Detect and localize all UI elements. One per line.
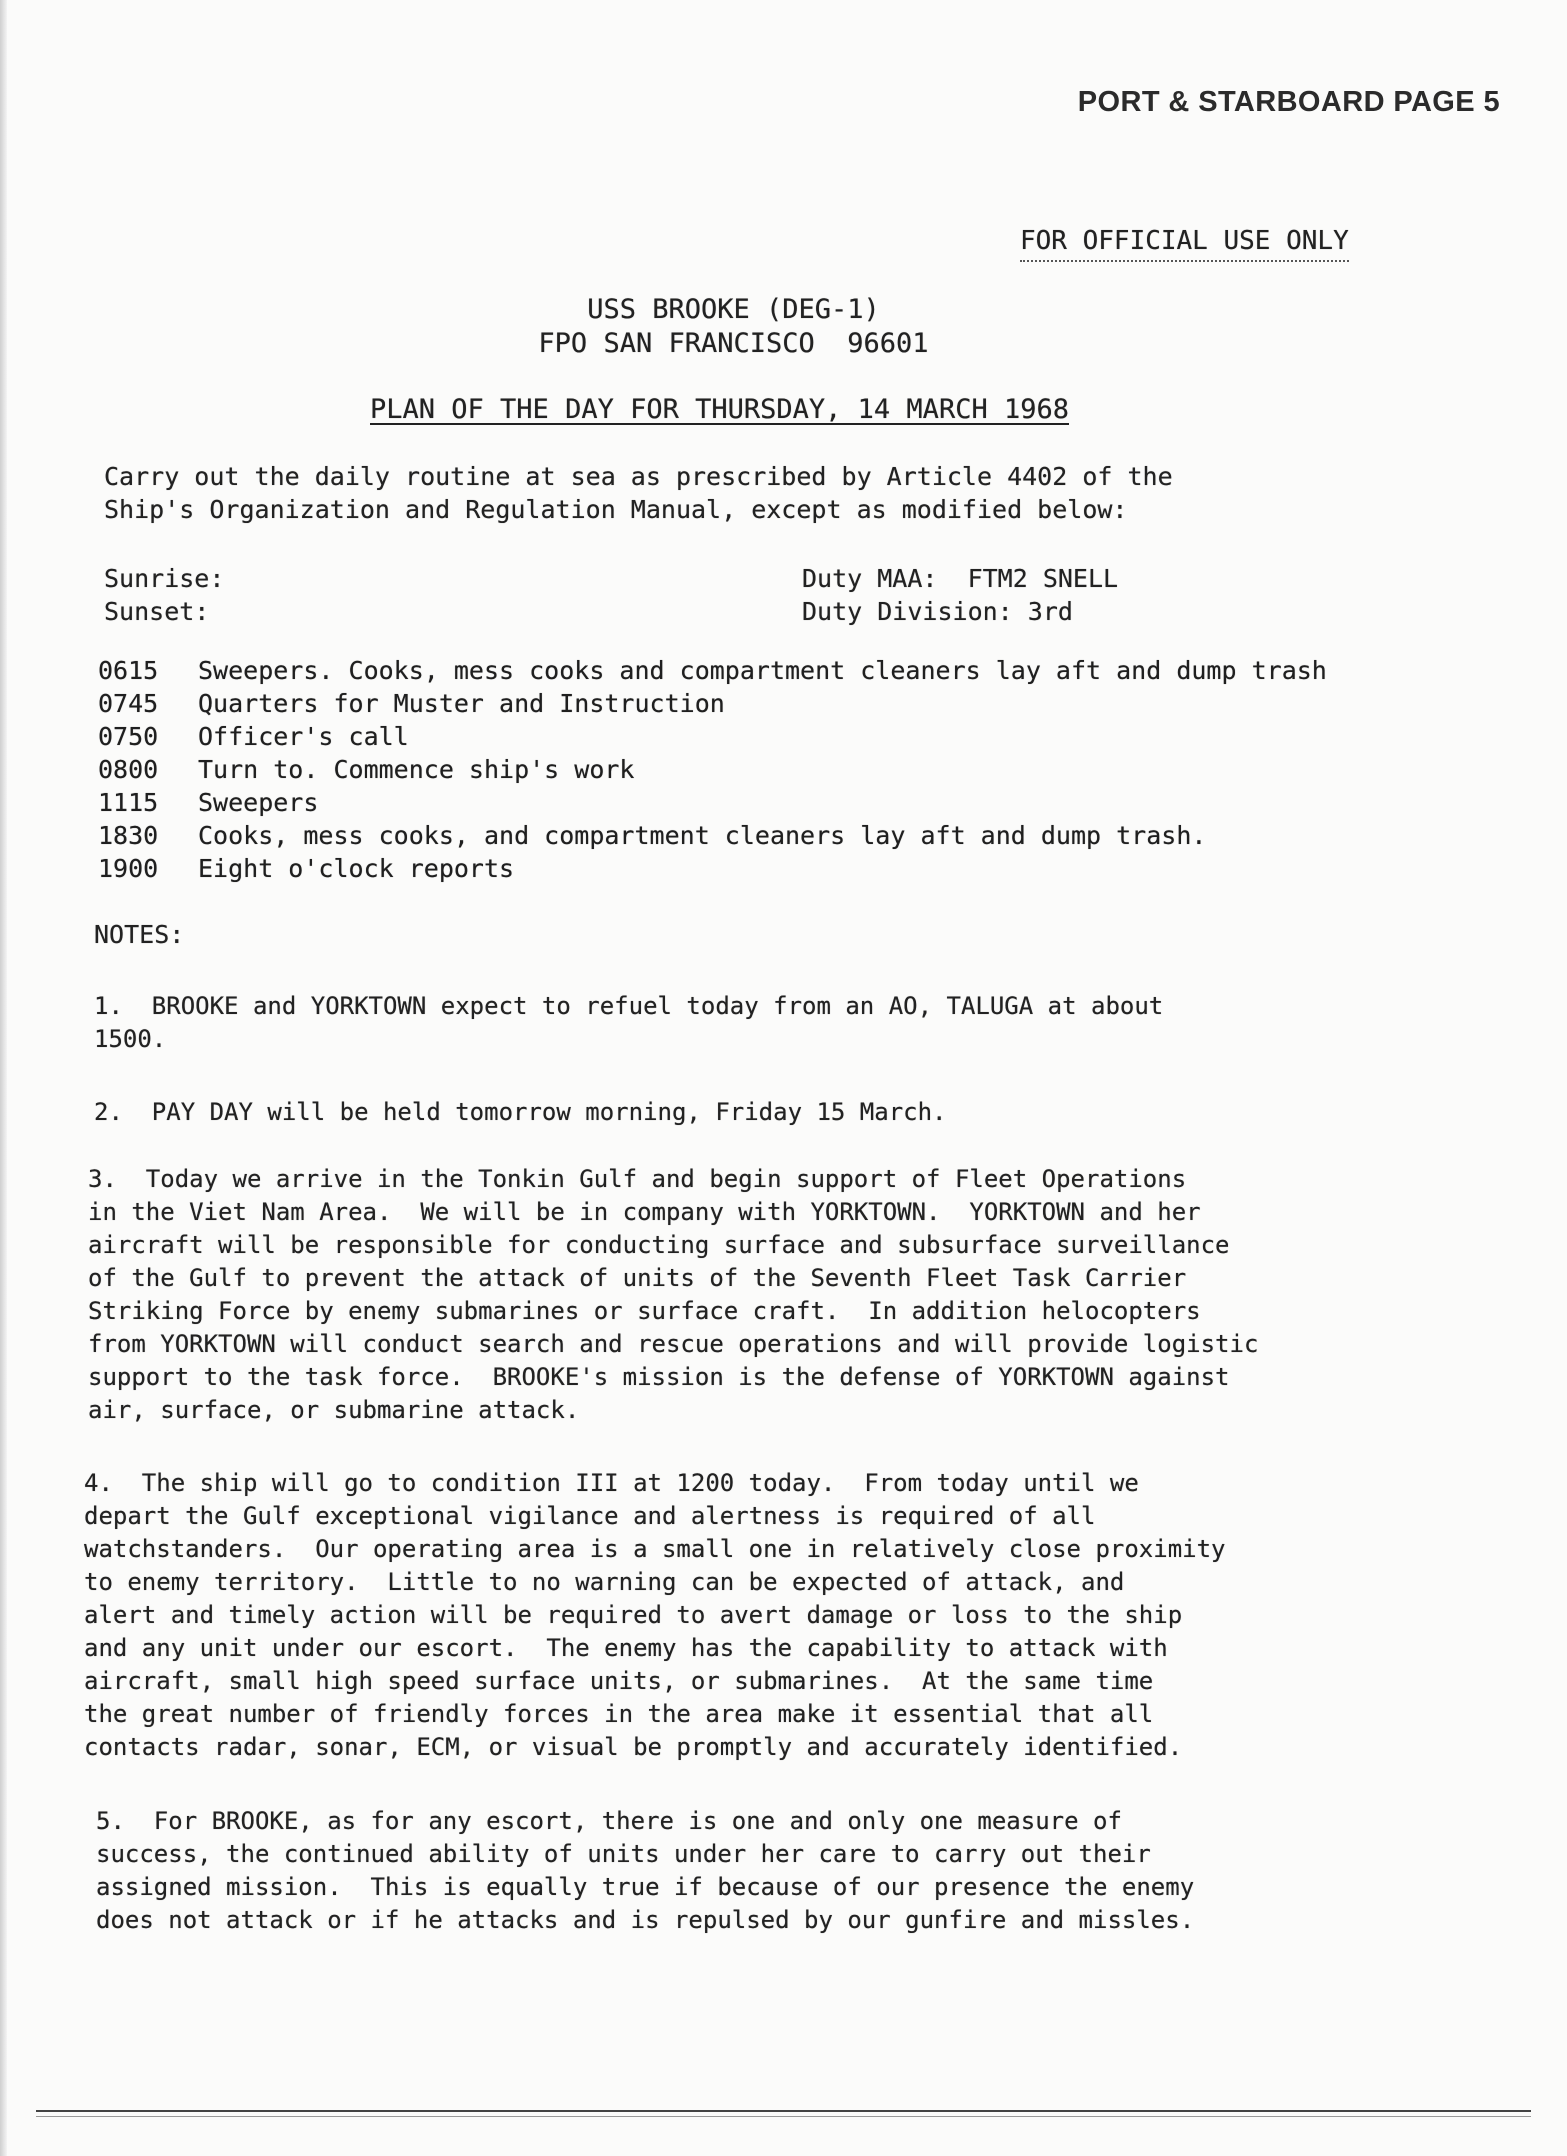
- schedule-item: [98, 687, 1327, 720]
- ship-name: USS BROOKE (DEG-1): [587, 294, 880, 325]
- schedule-event: Sweepers. Cooks, mess cooks and compartment cleaners lay aft and dump trash: [198, 656, 1327, 685]
- sunrise-label: Sunrise:: [104, 564, 225, 593]
- sunset-label: Sunset:: [104, 597, 210, 626]
- schedule-event: Quarters for Muster and Instruction: [198, 689, 725, 718]
- notes-heading: NOTES:: [94, 920, 185, 949]
- plan-title: PLAN OF THE DAY FOR THURSDAY, 14 MARCH 1968: [370, 394, 1069, 425]
- schedule-item: [98, 753, 1327, 786]
- note-5: 5. For BROOKE, as for any escort, there is one and only one measure of success, the continued ability of units under her care to carry out their assigned mission. This is equally true if because of our presence the enemy does not attack or if he attacks and is repulsed by our gunfire and missles.: [96, 1807, 1195, 1934]
- schedule-time: 0750: [98, 722, 159, 751]
- note-2: 2. PAY DAY will be held tomorrow morning, Friday 15 March.: [94, 1098, 947, 1126]
- schedule-time: 1900: [98, 854, 159, 883]
- schedule-event: Turn to. Commence ship's work: [198, 755, 635, 784]
- note-4: 4. The ship will go to condition III at 1200 today. From today until we depart the Gulf exceptional vigilance and alertness is required of all watchstanders. Our operating area is a small one in relatively close proximity to enemy territory. Little to no warning can be expected of attack, and alert and timely action will be required to avert damage or loss to the ship and any unit under our escort. The enemy has the capability to attack with aircraft, small high speed surface units, or submarines. At the same time the great number of friendly forces in the area make it essential that all contacts radar, sonar, ECM, or visual be promptly and accurately identified.: [84, 1469, 1226, 1761]
- schedule-item: [98, 720, 1327, 753]
- schedule-event: Cooks, mess cooks, and compartment cleaners lay aft and dump trash.: [198, 821, 1207, 850]
- intro-paragraph: Carry out the daily routine at sea as prescribed by Article 4402 of the Ship's Organization and Regulation Manual, except as modified below:: [104, 462, 1173, 524]
- daily-schedule: [98, 654, 1327, 885]
- schedule-item: [98, 654, 1327, 687]
- duty-assignments: [802, 562, 1118, 628]
- note-1: 1. BROOKE and YORKTOWN expect to refuel today from an AO, TALUGA at about 1500.: [94, 992, 1164, 1053]
- schedule-item: [98, 786, 1327, 819]
- note-3: 3. Today we arrive in the Tonkin Gulf and begin support of Fleet Operations in the Viet Nam Area. We will be in company with YORKTOWN. YORKTOWN and her aircraft will be responsible for conducting surface and subsurface surveillance of the Gulf to prevent the attack of units of the Seventh Fleet Task Carrier Striking Force by enemy submarines or surface craft. In addition helocopters from YORKTOWN will conduct search and rescue operations and will provide logistic support to the task force. BROOKE's mission is the defense of YORKTOWN against air, surface, or submarine attack.: [88, 1165, 1259, 1424]
- duty-division: Duty Division: 3rd: [802, 597, 1073, 626]
- schedule-item: [98, 852, 1327, 885]
- duty-maa: Duty MAA: FTM2 SNELL: [802, 564, 1119, 593]
- classification-marking: FOR OFFICIAL USE ONLY: [1020, 225, 1349, 262]
- schedule-time: 1830: [98, 821, 159, 850]
- schedule-item: [98, 819, 1327, 852]
- sun-times: [104, 562, 224, 628]
- schedule-event: Officer's call: [198, 722, 409, 751]
- schedule-time: 0615: [98, 656, 159, 685]
- schedule-time: 1115: [98, 788, 159, 817]
- schedule-event: Sweepers: [198, 788, 319, 817]
- footer-rule-secondary: [36, 2116, 1531, 2117]
- ship-address: FPO SAN FRANCISCO 96601: [538, 328, 929, 359]
- footer-rule: [36, 2110, 1531, 2112]
- running-header: PORT & STARBOARD PAGE 5: [1077, 86, 1500, 118]
- schedule-time: 0800: [98, 755, 159, 784]
- schedule-time: 0745: [98, 689, 159, 718]
- schedule-event: Eight o'clock reports: [198, 854, 515, 883]
